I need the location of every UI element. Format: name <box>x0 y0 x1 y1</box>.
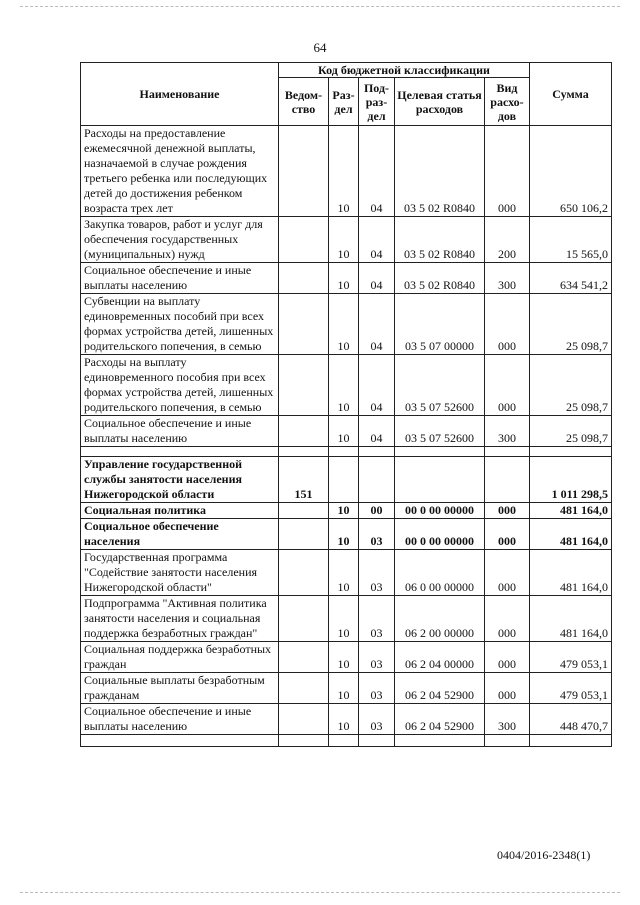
table-row-spacer <box>81 447 612 457</box>
row-tselevaya: 06 2 04 00000 <box>395 642 485 673</box>
row-tselevaya <box>395 457 485 503</box>
row-razdel: 10 <box>329 355 359 416</box>
row-podrazdel: 04 <box>359 294 395 355</box>
row-summa: 448 470,7 <box>530 704 612 735</box>
row-ved <box>279 550 329 596</box>
col-header-group: Код бюджетной классификации <box>279 63 530 78</box>
row-razdel: 10 <box>329 519 359 550</box>
row-ved <box>279 642 329 673</box>
row-summa: 1 011 298,5 <box>530 457 612 503</box>
row-name: Социальные выплаты безработным гражданам <box>81 673 279 704</box>
row-podrazdel: 04 <box>359 355 395 416</box>
page-number: 64 <box>313 40 327 55</box>
row-podrazdel: 04 <box>359 126 395 217</box>
row-vid: 300 <box>485 416 530 447</box>
row-podrazdel: 03 <box>359 596 395 642</box>
row-summa: 481 164,0 <box>530 503 612 519</box>
row-podrazdel: 04 <box>359 263 395 294</box>
budget-table <box>80 62 612 747</box>
row-ved <box>279 596 329 642</box>
row-tselevaya: 00 0 00 00000 <box>395 519 485 550</box>
row-tselevaya: 06 2 04 52900 <box>395 704 485 735</box>
table-row <box>81 416 612 447</box>
col-header-vid: Вид расхо-дов <box>485 78 530 126</box>
row-vid: 000 <box>485 503 530 519</box>
row-razdel: 10 <box>329 704 359 735</box>
row-tselevaya: 06 2 00 00000 <box>395 596 485 642</box>
row-name: Социальное обеспечение и иные выплаты населению <box>81 416 279 447</box>
row-vid: 000 <box>485 126 530 217</box>
table-row <box>81 704 612 735</box>
row-razdel: 10 <box>329 126 359 217</box>
row-razdel: 10 <box>329 294 359 355</box>
row-name: Социальная политика <box>81 503 279 519</box>
col-header-summa: Сумма <box>530 63 612 126</box>
row-razdel: 10 <box>329 503 359 519</box>
row-summa: 481 164,0 <box>530 550 612 596</box>
row-razdel: 10 <box>329 596 359 642</box>
row-name: Подпрограмма "Активная политика занятости населения и социальная поддержка безработных граждан" <box>81 596 279 642</box>
row-tselevaya: 00 0 00 00000 <box>395 503 485 519</box>
row-podrazdel: 03 <box>359 519 395 550</box>
table-row <box>81 673 612 704</box>
table-row <box>81 503 612 519</box>
row-podrazdel <box>359 457 395 503</box>
row-name: Социальное обеспечение населения <box>81 519 279 550</box>
row-razdel: 10 <box>329 642 359 673</box>
row-tselevaya: 03 5 02 R0840 <box>395 263 485 294</box>
col-header-ved: Ведом-ство <box>279 78 329 126</box>
table-row <box>81 550 612 596</box>
row-ved <box>279 126 329 217</box>
row-name: Социальная поддержка безработных граждан <box>81 642 279 673</box>
row-razdel: 10 <box>329 673 359 704</box>
row-ved <box>279 294 329 355</box>
table-row <box>81 217 612 263</box>
row-ved <box>279 416 329 447</box>
row-ved <box>279 217 329 263</box>
row-podrazdel: 04 <box>359 217 395 263</box>
row-ved <box>279 355 329 416</box>
row-tselevaya: 03 5 07 52600 <box>395 355 485 416</box>
row-ved <box>279 673 329 704</box>
row-tselevaya: 06 2 04 52900 <box>395 673 485 704</box>
row-name: Социальное обеспечение и иные выплаты населению <box>81 263 279 294</box>
table-row <box>81 596 612 642</box>
row-tselevaya: 06 0 00 00000 <box>395 550 485 596</box>
row-summa: 650 106,2 <box>530 126 612 217</box>
row-name: Расходы на предоставление ежемесячной денежной выплаты, назначаемой в случае рождения третьего ребенка или последующих детей до достижения ребенком возраста трех лет <box>81 126 279 217</box>
scan-edge-top <box>20 6 620 7</box>
row-vid: 000 <box>485 550 530 596</box>
row-summa: 15 565,0 <box>530 217 612 263</box>
row-vid: 300 <box>485 704 530 735</box>
table-row <box>81 457 612 503</box>
row-summa: 481 164,0 <box>530 596 612 642</box>
row-razdel: 10 <box>329 217 359 263</box>
row-podrazdel: 04 <box>359 416 395 447</box>
row-ved: 151 <box>279 457 329 503</box>
row-razdel <box>329 457 359 503</box>
table-row <box>81 642 612 673</box>
row-vid <box>485 457 530 503</box>
row-podrazdel: 03 <box>359 673 395 704</box>
row-podrazdel: 00 <box>359 503 395 519</box>
row-podrazdel: 03 <box>359 704 395 735</box>
row-vid: 000 <box>485 596 530 642</box>
row-vid: 300 <box>485 263 530 294</box>
row-razdel: 10 <box>329 263 359 294</box>
table-row-spacer <box>81 735 612 747</box>
row-vid: 000 <box>485 519 530 550</box>
row-summa: 25 098,7 <box>530 294 612 355</box>
row-vid: 000 <box>485 642 530 673</box>
row-ved <box>279 263 329 294</box>
col-header-name: Наименование <box>81 63 279 126</box>
row-summa: 25 098,7 <box>530 416 612 447</box>
row-vid: 000 <box>485 294 530 355</box>
row-ved <box>279 503 329 519</box>
row-name: Субвенции на выплату единовременных пособий при всех формах устройства детей, лишенных родительского попечения, в семью <box>81 294 279 355</box>
row-name: Закупка товаров, работ и услуг для обеспечения государственных (муниципальных) нужд <box>81 217 279 263</box>
row-ved <box>279 704 329 735</box>
row-podrazdel: 03 <box>359 550 395 596</box>
row-name: Социальное обеспечение и иные выплаты населению <box>81 704 279 735</box>
row-name: Расходы на выплату единовременного пособия при всех формах устройства детей, лишенных родительского попечения, в семью <box>81 355 279 416</box>
row-summa: 25 098,7 <box>530 355 612 416</box>
row-summa: 481 164,0 <box>530 519 612 550</box>
row-tselevaya: 03 5 02 R0840 <box>395 217 485 263</box>
row-tselevaya: 03 5 07 52600 <box>395 416 485 447</box>
col-header-podrazdel: Под-раз-дел <box>359 78 395 126</box>
table-row <box>81 294 612 355</box>
row-name: Управление государственной службы занятости населения Нижегородской области <box>81 457 279 503</box>
row-name: Государственная программа "Содействие занятости населения Нижегородской области" <box>81 550 279 596</box>
row-ved <box>279 519 329 550</box>
row-podrazdel: 03 <box>359 642 395 673</box>
row-razdel: 10 <box>329 550 359 596</box>
row-tselevaya: 03 5 02 R0840 <box>395 126 485 217</box>
scan-edge-bottom <box>20 892 620 893</box>
col-header-razdel: Раз-дел <box>329 78 359 126</box>
row-summa: 634 541,2 <box>530 263 612 294</box>
row-vid: 000 <box>485 673 530 704</box>
table-row <box>81 126 612 217</box>
row-tselevaya: 03 5 07 00000 <box>395 294 485 355</box>
row-summa: 479 053,1 <box>530 642 612 673</box>
document-code: 0404/2016-2348(1) <box>497 848 591 862</box>
table-row <box>81 263 612 294</box>
table-row <box>81 519 612 550</box>
row-razdel: 10 <box>329 416 359 447</box>
table-row <box>81 355 612 416</box>
row-summa: 479 053,1 <box>530 673 612 704</box>
col-header-tselevaya: Целевая статья расходов <box>395 78 485 126</box>
row-vid: 200 <box>485 217 530 263</box>
row-vid: 000 <box>485 355 530 416</box>
